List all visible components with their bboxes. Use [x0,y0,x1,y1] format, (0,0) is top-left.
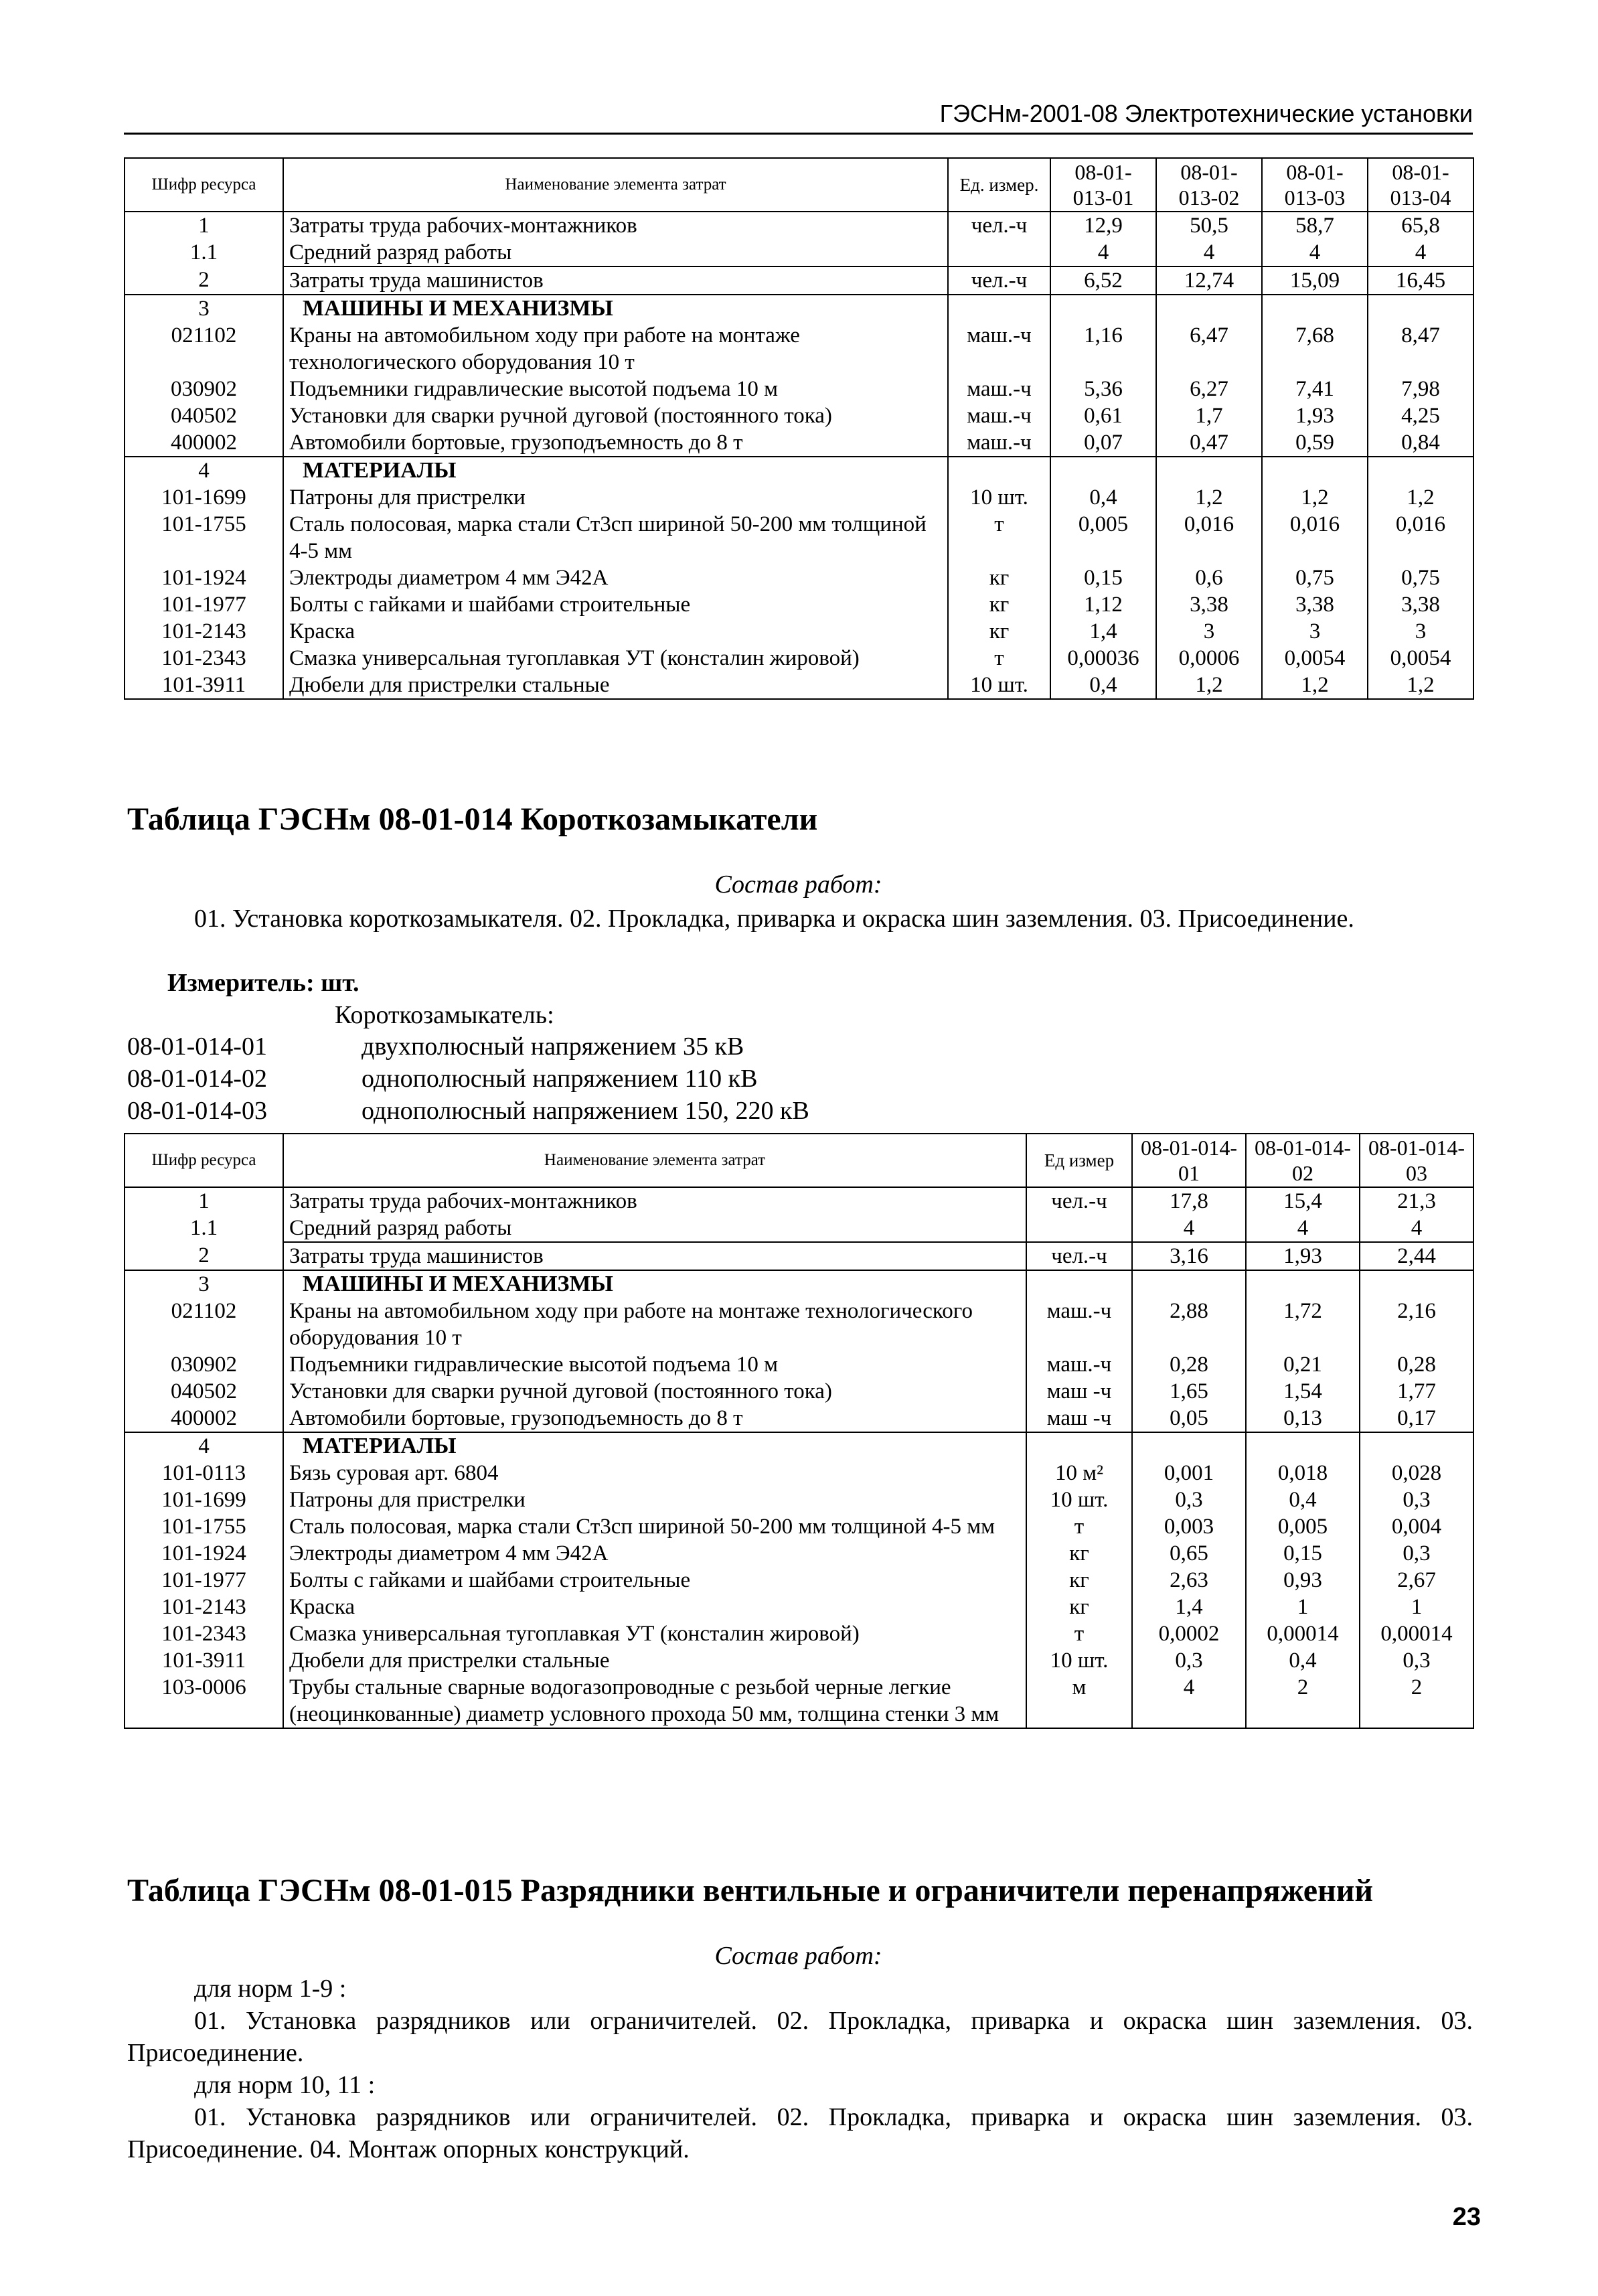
value-cell: 1 [1246,1594,1360,1620]
variant-code: 08-01-014-01 [127,1032,267,1061]
variant-description: двухполюсный напряжением 35 кВ [362,1032,744,1061]
value-cell: 0,4 [1050,672,1156,699]
resource-code: 4 [125,1432,283,1460]
table-header-row [125,1134,1473,1187]
table-row [125,1187,1473,1215]
resource-name: Автомобили бортовые, грузоподъемность до 8 т [283,429,948,457]
section-heading: МАТЕРИАЛЫ [283,457,948,484]
table-row [125,1298,1473,1351]
value-cell [1050,457,1156,484]
table-row [125,1647,1473,1674]
value-cell: 2,16 [1360,1298,1473,1351]
resource-name: Патроны для пристрелки [283,1486,1026,1513]
value-cell: 0,84 [1368,429,1473,457]
resource-name: Подъемники гидравлические высотой подъема 10 м [283,376,948,402]
value-cell: 1,7 [1156,402,1262,429]
value-cell: 0,016 [1156,511,1262,564]
col-header-norm-03: 08-01-013-03 [1262,158,1368,212]
table-row [125,239,1473,266]
value-cell: 0,21 [1246,1351,1360,1378]
value-cell: 1,93 [1262,402,1368,429]
table-row [125,591,1473,618]
section-row-machines [125,1270,1473,1298]
resource-code: 101-3911 [125,1647,283,1674]
resource-code: 400002 [125,1405,283,1432]
value-cell: 4 [1132,1215,1246,1242]
work-composition-text [127,2101,1473,2165]
value-cell: 65,8 [1368,212,1473,239]
work-composition-label: Состав работ: [714,1942,882,1970]
value-cell: 0,005 [1246,1513,1360,1540]
table-header-row [125,158,1473,212]
resource-unit: т [948,511,1050,564]
value-cell: 0,0054 [1368,645,1473,672]
value-cell: 12,74 [1156,266,1262,295]
table-row [125,672,1473,699]
resource-unit: чел.-ч [1026,1187,1132,1215]
value-cell [1132,1270,1246,1298]
value-cell: 0,018 [1246,1460,1360,1486]
table-row [125,1215,1473,1242]
value-cell: 2,67 [1360,1567,1473,1594]
table-row [125,1242,1473,1270]
resource-code: 101-1977 [125,1567,283,1594]
resource-name: Смазка универсальная тугоплавкая УТ (консталин жировой) [283,1620,1026,1647]
resource-code: 030902 [125,376,283,402]
resource-name: Электроды диаметром 4 мм Э42А [283,564,948,591]
table-row [125,484,1473,511]
value-cell [1262,457,1368,484]
value-cell: 2,63 [1132,1567,1246,1594]
value-cell: 15,09 [1262,266,1368,295]
resource-unit: 10 м² [1026,1460,1132,1486]
section-row-machines [125,295,1473,322]
value-cell [1360,1432,1473,1460]
value-cell [1368,295,1473,322]
resource-code: 101-1755 [125,511,283,564]
work-composition-label: Состав работ: [714,870,882,899]
table-row [125,322,1473,376]
table-row [125,1351,1473,1378]
resource-unit: маш.-ч [948,402,1050,429]
work-composition-text [127,2005,1473,2069]
value-cell: 0,15 [1050,564,1156,591]
resource-unit: маш -ч [1026,1405,1132,1432]
value-cell [1262,295,1368,322]
resource-unit: маш.-ч [948,322,1050,376]
resource-name: Патроны для пристрелки [283,484,948,511]
value-cell: 4 [1262,239,1368,266]
value-cell: 2,44 [1360,1242,1473,1270]
value-cell: 1,12 [1050,591,1156,618]
resource-code: 101-1924 [125,1540,283,1567]
value-cell: 0,3 [1360,1540,1473,1567]
col-header-norm-02: 08-01-014-02 [1246,1134,1360,1187]
resource-code: 101-2143 [125,1594,283,1620]
value-cell: 0,005 [1050,511,1156,564]
resource-unit: кг [948,591,1050,618]
variant-code: 08-01-014-02 [127,1065,267,1093]
resource-code: 2 [125,266,283,295]
variant-description: однополюсный напряжением 110 кВ [362,1065,758,1093]
table-row [125,1460,1473,1486]
resource-unit [1026,1432,1132,1460]
value-cell: 17,8 [1132,1187,1246,1215]
resource-name: Затраты труда рабочих-монтажников [283,1187,1026,1215]
resource-unit: кг [948,618,1050,645]
resource-code: 400002 [125,429,283,457]
value-cell: 1,2 [1156,484,1262,511]
col-header-norm-03: 08-01-014-03 [1360,1134,1473,1187]
col-header-norm-01: 08-01-013-01 [1050,158,1156,212]
resource-unit: чел.-ч [948,212,1050,239]
resource-unit: кг [1026,1567,1132,1594]
table-row [125,402,1473,429]
table-title-08-01-015: Таблица ГЭСНм 08-01-015 Разрядники вентильные и ограничители перенапряжений [127,1873,1374,1908]
value-cell: 0,59 [1262,429,1368,457]
resource-name: Сталь полосовая, марка стали Ст3сп шириной 50-200 мм толщиной 4-5 мм [283,511,948,564]
value-cell: 0,3 [1132,1486,1246,1513]
table-row [125,1513,1473,1540]
resource-unit: 10 шт. [948,484,1050,511]
resource-code: 1 [125,212,283,239]
value-cell: 1,65 [1132,1378,1246,1405]
value-cell [1156,457,1262,484]
value-cell: 0,004 [1360,1513,1473,1540]
value-cell: 0,3 [1360,1647,1473,1674]
table-row [125,1540,1473,1567]
resource-name: Установки для сварки ручной дуговой (постоянного тока) [283,1378,1026,1405]
value-cell: 0,75 [1262,564,1368,591]
resource-name: Затраты труда машинистов [283,266,948,295]
resource-name: Краны на автомобильном ходу при работе на монтаже технологического оборудования 10 т [283,1298,1026,1351]
resource-name: Автомобили бортовые, грузоподъемность до 8 т [283,1405,1026,1432]
resource-unit: маш.-ч [948,429,1050,457]
resource-name: Болты с гайками и шайбами строительные [283,1567,1026,1594]
value-cell [1132,1432,1246,1460]
resource-code: 3 [125,1270,283,1298]
value-cell: 4 [1246,1215,1360,1242]
table-row [125,564,1473,591]
value-cell: 5,36 [1050,376,1156,402]
value-cell: 6,27 [1156,376,1262,402]
value-cell: 58,7 [1262,212,1368,239]
value-cell: 1,2 [1156,672,1262,699]
value-cell: 0,65 [1132,1540,1246,1567]
value-cell: 4 [1368,239,1473,266]
value-cell [1246,1432,1360,1460]
value-cell: 4 [1050,239,1156,266]
resource-code: 030902 [125,1351,283,1378]
value-cell: 16,45 [1368,266,1473,295]
table-row [125,1567,1473,1594]
resource-code: 1 [125,1187,283,1215]
resource-unit: маш.-ч [1026,1351,1132,1378]
value-cell: 1 [1360,1594,1473,1620]
resource-unit [1026,1270,1132,1298]
section-heading: МАШИНЫ И МЕХАНИЗМЫ [283,295,948,322]
resource-code: 2 [125,1242,283,1270]
table-row [125,618,1473,645]
value-cell: 0,0054 [1262,645,1368,672]
value-cell: 3 [1156,618,1262,645]
value-cell: 0,3 [1132,1647,1246,1674]
value-cell: 7,41 [1262,376,1368,402]
col-header-norm-02: 08-01-013-02 [1156,158,1262,212]
col-header-code: Шифр ресурса [125,158,283,212]
table-row [125,1486,1473,1513]
value-cell: 0,4 [1246,1647,1360,1674]
value-cell: 0,17 [1360,1405,1473,1432]
value-cell: 1,72 [1246,1298,1360,1351]
resource-code: 4 [125,457,283,484]
resource-name: Подъемники гидравлические высотой подъема 10 м [283,1351,1026,1378]
value-cell: 1,4 [1132,1594,1246,1620]
resource-name: Затраты труда машинистов [283,1242,1026,1270]
resource-name: Бязь суровая арт. 6804 [283,1460,1026,1486]
resource-name: Краска [283,618,948,645]
resource-name: Краны на автомобильном ходу при работе на монтаже технологического оборудования 10 т [283,322,948,376]
col-header-unit: Ед измер [1026,1134,1132,1187]
resource-name: Средний разряд работы [283,1215,1026,1242]
value-cell: 0,00014 [1360,1620,1473,1647]
resource-unit: чел.-ч [948,266,1050,295]
col-header-norm-01: 08-01-014-01 [1132,1134,1246,1187]
value-cell [1246,1270,1360,1298]
resource-table-08-01-013 [124,157,1474,700]
value-cell: 0,0006 [1156,645,1262,672]
value-cell: 3,38 [1262,591,1368,618]
resource-unit: т [1026,1620,1132,1647]
value-cell: 8,47 [1368,322,1473,376]
value-cell: 0,93 [1246,1567,1360,1594]
value-cell: 3 [1262,618,1368,645]
resource-code: 3 [125,295,283,322]
value-cell: 0,00036 [1050,645,1156,672]
value-cell: 21,3 [1360,1187,1473,1215]
value-cell: 3 [1368,618,1473,645]
table-row [125,1594,1473,1620]
resource-unit: т [1026,1513,1132,1540]
value-cell: 1,93 [1246,1242,1360,1270]
value-cell: 0,28 [1132,1351,1246,1378]
table-row [125,1620,1473,1647]
value-cell: 0,3 [1360,1486,1473,1513]
resource-unit [948,457,1050,484]
resource-code: 101-1924 [125,564,283,591]
resource-code: 101-1699 [125,1486,283,1513]
col-header-norm-04: 08-01-013-04 [1368,158,1473,212]
value-cell: 50,5 [1156,212,1262,239]
resource-code: 021102 [125,1298,283,1351]
value-cell: 3,16 [1132,1242,1246,1270]
resource-code: 101-0113 [125,1460,283,1486]
table-row [125,1674,1473,1728]
resource-code: 101-3911 [125,672,283,699]
resource-name: Затраты труда рабочих-монтажников [283,212,948,239]
value-cell [1050,295,1156,322]
value-cell: 0,61 [1050,402,1156,429]
resource-name: Краска [283,1594,1026,1620]
resource-code: 101-2143 [125,618,283,645]
resource-unit [948,295,1050,322]
resource-name: Средний разряд работы [283,239,948,266]
section-row-materials [125,1432,1473,1460]
table-row [125,1378,1473,1405]
col-header-unit: Ед. измер. [948,158,1050,212]
table-row [125,376,1473,402]
value-cell: 0,13 [1246,1405,1360,1432]
value-cell: 0,001 [1132,1460,1246,1486]
value-cell: 1,54 [1246,1378,1360,1405]
value-cell [1360,1270,1473,1298]
resource-name: Дюбели для пристрелки стальные [283,672,948,699]
page-number: 23 [1452,2203,1481,2231]
value-cell: 0,003 [1132,1513,1246,1540]
norms-label: для норм 1-9 : [194,1975,347,2003]
resource-name: Установки для сварки ручной дуговой (постоянного тока) [283,402,948,429]
value-cell: 2,88 [1132,1298,1246,1351]
value-cell: 2 [1246,1674,1360,1728]
running-header: ГЭСНм-2001-08 Электротехнические установки [124,99,1473,135]
resource-code: 101-1699 [125,484,283,511]
value-cell: 1,4 [1050,618,1156,645]
value-cell: 4 [1360,1215,1473,1242]
value-cell: 4,25 [1368,402,1473,429]
section-heading: МАШИНЫ И МЕХАНИЗМЫ [283,1270,1026,1298]
value-cell: 6,52 [1050,266,1156,295]
value-cell: 0,47 [1156,429,1262,457]
section-heading: МАТЕРИАЛЫ [283,1432,1026,1460]
value-cell: 0,05 [1132,1405,1246,1432]
value-cell: 4 [1156,239,1262,266]
value-cell: 0,016 [1368,511,1473,564]
value-cell: 6,47 [1156,322,1262,376]
item-heading: Короткозамыкатель: [335,1001,554,1029]
resource-unit: маш -ч [1026,1378,1132,1405]
resource-name: Смазка универсальная тугоплавкая УТ (консталин жировой) [283,645,948,672]
value-cell: 0,28 [1360,1351,1473,1378]
measure-unit: Измеритель: шт. [167,969,359,997]
value-cell: 7,68 [1262,322,1368,376]
value-cell: 7,98 [1368,376,1473,402]
value-cell: 1,2 [1368,672,1473,699]
resource-code: 1.1 [125,239,283,266]
value-cell: 4 [1132,1674,1246,1728]
variant-description: однополюсный напряжением 150, 220 кВ [362,1097,809,1125]
resource-table-08-01-014 [124,1133,1474,1729]
resource-code: 1.1 [125,1215,283,1242]
value-cell: 1,16 [1050,322,1156,376]
value-cell: 3,38 [1368,591,1473,618]
resource-unit: кг [1026,1540,1132,1567]
resource-name: Трубы стальные сварные водогазопроводные с резьбой черные легкие (неоцинкованные) диаметр условного прохода 50 мм, толщина стенки 3 мм [283,1674,1026,1728]
work-composition-text [127,903,1473,935]
resource-code: 021102 [125,322,283,376]
resource-code: 040502 [125,1378,283,1405]
table-row [125,511,1473,564]
resource-name: Электроды диаметром 4 мм Э42А [283,1540,1026,1567]
table-row [125,1405,1473,1432]
value-cell: 1,2 [1262,672,1368,699]
resource-name: Сталь полосовая, марка стали Ст3сп шириной 50-200 мм толщиной 4-5 мм [283,1513,1026,1540]
value-cell: 0,016 [1262,511,1368,564]
section-row-materials [125,457,1473,484]
col-header-name: Наименование элемента затрат [283,1134,1026,1187]
resource-code: 101-2343 [125,645,283,672]
resource-unit: кг [948,564,1050,591]
resource-unit: маш.-ч [1026,1298,1132,1351]
value-cell: 0,028 [1360,1460,1473,1486]
value-cell: 0,07 [1050,429,1156,457]
resource-unit [948,239,1050,266]
resource-unit [1026,1215,1132,1242]
table-row [125,266,1473,295]
resource-unit: 10 шт. [1026,1486,1132,1513]
value-cell: 3,38 [1156,591,1262,618]
resource-code: 103-0006 [125,1674,283,1728]
value-cell: 1,2 [1262,484,1368,511]
col-header-code: Шифр ресурса [125,1134,283,1187]
resource-unit: 10 шт. [1026,1647,1132,1674]
value-cell: 1,2 [1368,484,1473,511]
value-cell [1368,457,1473,484]
resource-unit: маш.-ч [948,376,1050,402]
resource-code: 101-1977 [125,591,283,618]
table-row [125,212,1473,239]
resource-unit: т [948,645,1050,672]
resource-code: 040502 [125,402,283,429]
value-cell: 1,77 [1360,1378,1473,1405]
resource-code: 101-1755 [125,1513,283,1540]
work-composition-body: 01. Установка разрядников или ограничителей. 02. Прокладка, приварка и окраска шин заземления. 03. Присоединение. [127,2007,1473,2067]
norms-label: для норм 10, 11 : [194,2071,376,2099]
value-cell: 15,4 [1246,1187,1360,1215]
value-cell: 0,00014 [1246,1620,1360,1647]
resource-unit: 10 шт. [948,672,1050,699]
variant-code: 08-01-014-03 [127,1097,267,1125]
resource-unit: м [1026,1674,1132,1728]
resource-code: 101-2343 [125,1620,283,1647]
work-composition-body: 01. Установка короткозамыкателя. 02. Прокладка, приварка и окраска шин заземления. 03. Присоединение. [194,905,1354,933]
value-cell: 0,6 [1156,564,1262,591]
value-cell: 2 [1360,1674,1473,1728]
value-cell: 0,4 [1050,484,1156,511]
table-row [125,645,1473,672]
resource-unit: чел.-ч [1026,1242,1132,1270]
value-cell: 12,9 [1050,212,1156,239]
resource-name: Болты с гайками и шайбами строительные [283,591,948,618]
table-row [125,429,1473,457]
work-composition-body: 01. Установка разрядников или ограничителей. 02. Прокладка, приварка и окраска шин заземления. 03. Присоединение. 04. Монтаж опорных конструкций. [127,2103,1473,2163]
value-cell: 0,4 [1246,1486,1360,1513]
col-header-name: Наименование элемента затрат [283,158,948,212]
table-title-08-01-014: Таблица ГЭСНм 08-01-014 Короткозамыкатели [127,801,818,837]
value-cell: 0,0002 [1132,1620,1246,1647]
resource-unit: кг [1026,1594,1132,1620]
value-cell [1156,295,1262,322]
resource-name: Дюбели для пристрелки стальные [283,1647,1026,1674]
value-cell: 0,15 [1246,1540,1360,1567]
value-cell: 0,75 [1368,564,1473,591]
